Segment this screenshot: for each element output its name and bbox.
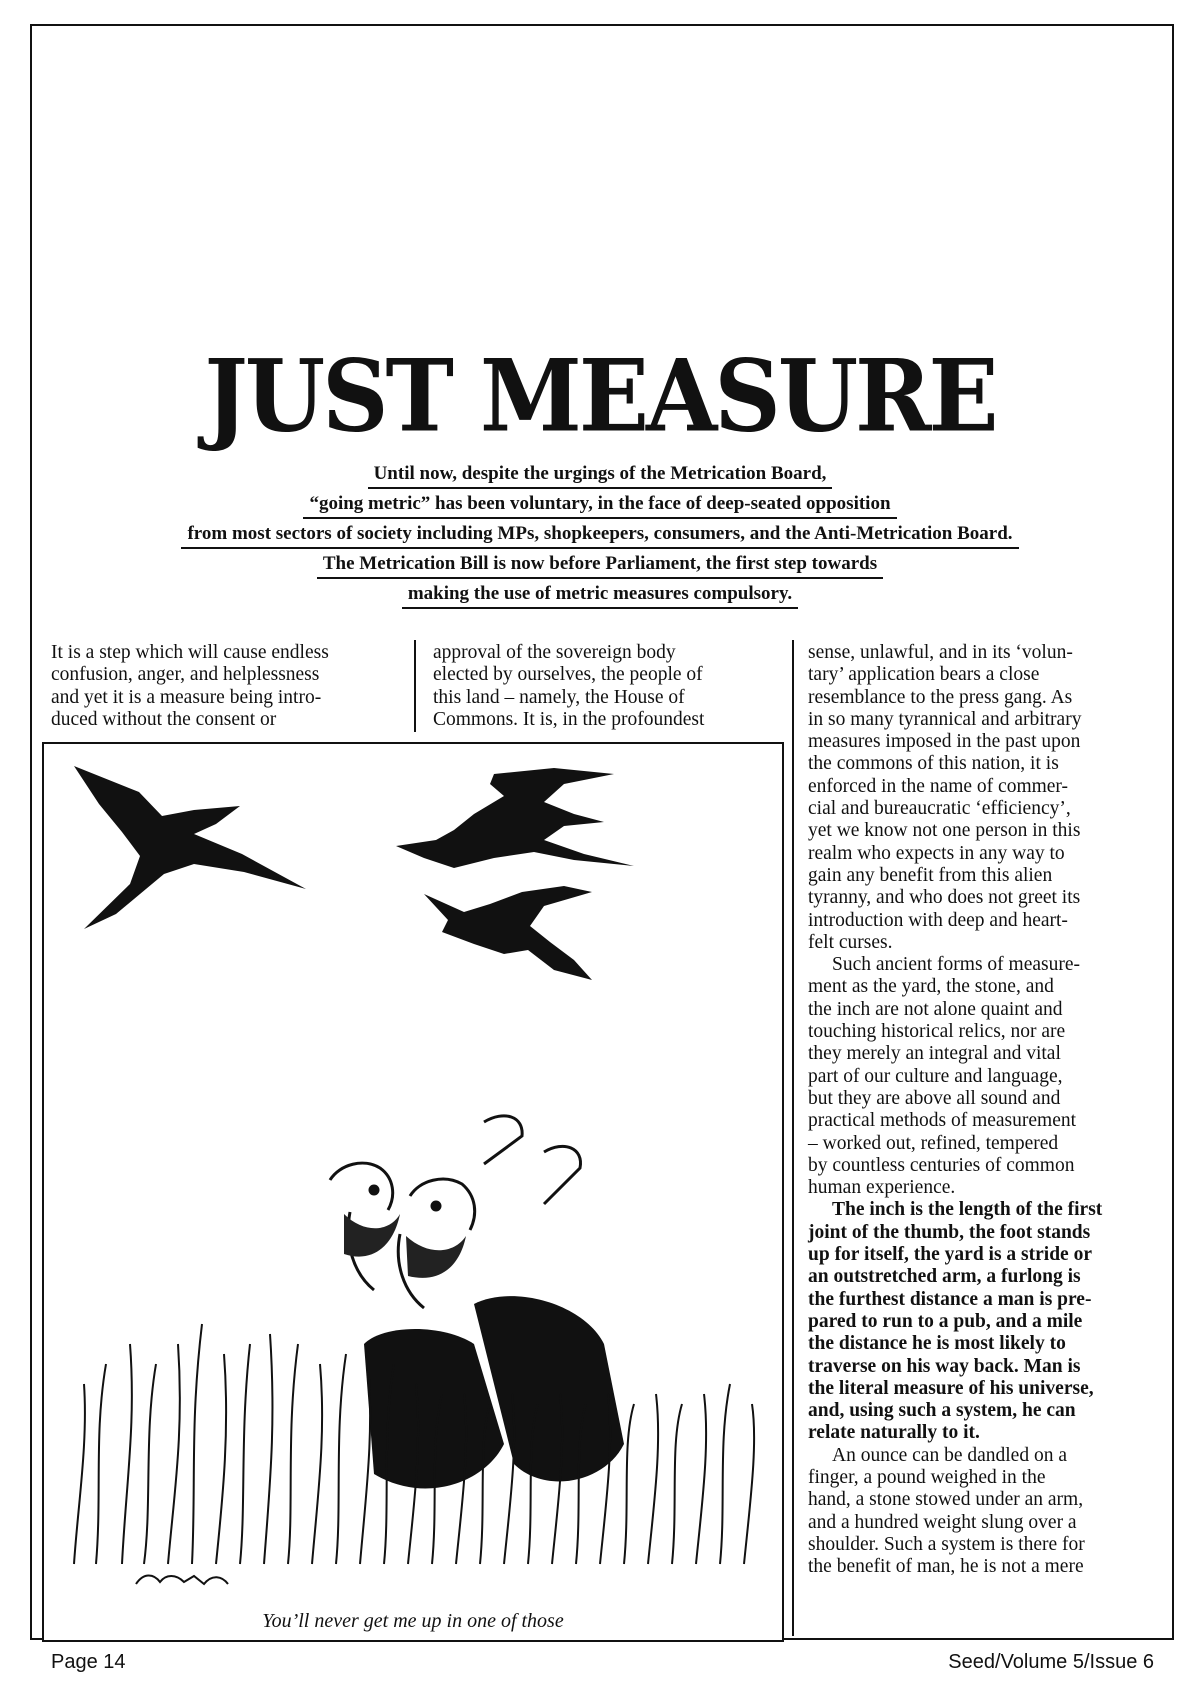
body-line: elected by ourselves, the people of xyxy=(433,664,703,686)
body-line: yet we know not one person in this xyxy=(808,820,1081,842)
body-line: measures imposed in the past upon xyxy=(808,731,1081,753)
body-line: confusion, anger, and helplessness xyxy=(51,664,320,686)
page-number: Page 14 xyxy=(51,1651,126,1673)
body-line: enforced in the name of commer- xyxy=(808,775,1069,797)
body-line: traverse on his way back. Man is xyxy=(808,1355,1081,1377)
column-rule xyxy=(414,640,416,732)
pterodactyl-icon xyxy=(424,886,592,980)
caveman-icon xyxy=(330,1116,581,1308)
pterodactyl-icon xyxy=(74,766,306,929)
body-line: cial and bureaucratic ‘efficiency’, xyxy=(808,798,1071,820)
body-line: the furthest distance a man is pre- xyxy=(808,1288,1092,1310)
body-line: introduction with deep and heart- xyxy=(808,909,1068,931)
standfirst xyxy=(0,463,1200,613)
body-line: an outstretched arm, a furlong is xyxy=(808,1266,1081,1288)
body-line: shoulder. Such a system is there for xyxy=(808,1533,1085,1555)
body-line: duced without the consent or xyxy=(51,708,277,730)
body-line: touching historical relics, nor are xyxy=(808,1021,1066,1043)
pterodactyl-icon xyxy=(396,768,634,868)
body-line: up for itself, the yard is a stride or xyxy=(808,1244,1092,1266)
body-line: tary’ application bears a close xyxy=(808,664,1040,686)
standfirst-line: from most sectors of society including MPs, shopkeepers, consumers, and the Anti-Metrication Board. xyxy=(181,523,1018,549)
standfirst-line: making the use of metric measures compulsory. xyxy=(402,583,798,609)
body-line: The inch is the length of the first xyxy=(832,1199,1103,1221)
artist-signature-icon xyxy=(136,1576,228,1585)
body-line: relate naturally to it. xyxy=(808,1422,980,1444)
caveman-beard-icon xyxy=(344,1214,466,1278)
body-line: the commons of this nation, it is xyxy=(808,753,1059,775)
body-line: realm who expects in any way to xyxy=(808,842,1065,864)
body-line: An ounce can be dandled on a xyxy=(832,1444,1067,1466)
body-line: finger, a pound weighed in the xyxy=(808,1466,1046,1488)
headline: JUST MEASURE xyxy=(204,337,996,455)
body-line: ment as the yard, the stone, and xyxy=(808,976,1054,998)
body-line: gain any benefit from this alien xyxy=(808,864,1053,886)
body-line: by countless centuries of common xyxy=(808,1154,1075,1176)
issue-info: Seed/Volume 5/Issue 6 xyxy=(948,1651,1154,1673)
body-line: It is a step which will cause endless xyxy=(51,642,329,663)
body-line: resemblance to the press gang. As xyxy=(808,686,1073,708)
body-line: pared to run to a pub, and a mile xyxy=(808,1310,1083,1332)
standfirst-line: “going metric” has been voluntary, in the face of deep-seated opposition xyxy=(303,493,896,519)
body-line: the literal measure of his universe, xyxy=(808,1377,1094,1399)
standfirst-line: Until now, despite the urgings of the Metrication Board, xyxy=(368,463,833,489)
body-line: part of our culture and language, xyxy=(808,1065,1063,1087)
caveman-body-icon xyxy=(364,1296,624,1488)
body-line: the inch are not alone quaint and xyxy=(808,998,1063,1020)
body-line: this land – namely, the House of xyxy=(433,686,685,708)
body-line: felt curses. xyxy=(808,931,893,953)
body-line: but they are above all sound and xyxy=(808,1087,1061,1109)
cartoon-caption: You’ll never get me up in one of those xyxy=(262,1610,564,1632)
body-line: and, using such a system, he can xyxy=(808,1400,1076,1422)
body-line: – worked out, refined, tempered xyxy=(808,1132,1059,1154)
article-column-1 xyxy=(51,642,329,731)
body-line: Commons. It is, in the profoundest xyxy=(433,708,705,730)
body-line: tyranny, and who does not greet its xyxy=(808,887,1081,909)
body-line: in so many tyrannical and arbitrary xyxy=(808,708,1082,730)
body-line: the distance he is most likely to xyxy=(808,1333,1066,1355)
standfirst-line: The Metrication Bill is now before Parliament, the first step towards xyxy=(317,553,883,579)
body-line: human experience. xyxy=(808,1177,956,1199)
body-line: practical methods of measurement xyxy=(808,1110,1077,1132)
body-line: hand, a stone stowed under an arm, xyxy=(808,1489,1084,1511)
body-line: approval of the sovereign body xyxy=(433,642,676,663)
article-column-2 xyxy=(433,642,704,731)
cartoon-drawing xyxy=(44,744,782,1640)
body-line: they merely an integral and vital xyxy=(808,1043,1061,1065)
body-line: sense, unlawful, and in its ‘volun- xyxy=(808,642,1073,663)
body-line: and a hundred weight slung over a xyxy=(808,1511,1077,1533)
column-rule xyxy=(792,640,794,1636)
article-column-3 xyxy=(808,642,1102,1578)
body-line: Such ancient forms of measure- xyxy=(832,954,1080,976)
body-line: the benefit of man, he is not a mere xyxy=(808,1556,1084,1578)
body-line: and yet it is a measure being intro- xyxy=(51,686,322,708)
body-line: joint of the thumb, the foot stands xyxy=(808,1221,1091,1243)
cartoon-illustration xyxy=(42,742,784,1642)
